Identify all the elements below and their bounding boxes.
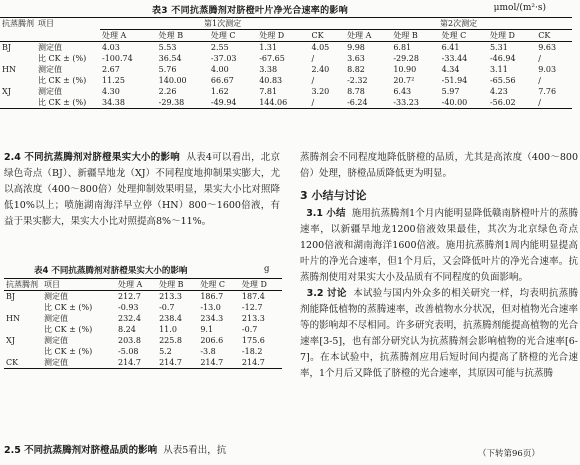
row-value: 10.90 <box>393 65 417 74</box>
section-2-4 <box>4 150 280 230</box>
row-value: 9.98 <box>347 43 365 52</box>
section-2-4-body: 从表4可以看出，北京绿色奇点（BJ）、新疆旱地龙（XJ）不同程度地抑制果实膨大，尤以高浓度（400～800倍）处理抑制效果明显，果实大小比对照降低10%以上；喷施湖南海洋早立停（HN）800～1600倍液，有益于果实膨大，果实大小比对照提高8%～11%。 <box>4 152 281 227</box>
section-2-5 <box>4 443 280 459</box>
row-value: -33.44 <box>441 54 468 63</box>
table-row <box>0 86 572 97</box>
row-agent: XJ <box>6 336 15 345</box>
table4-th: 处理 C <box>198 279 240 291</box>
row-value: -49.94 <box>209 97 257 109</box>
row-agent: HN <box>2 65 16 74</box>
table-row <box>4 302 282 313</box>
row-value: -29.28 <box>393 54 419 63</box>
table3-unit: μmol/(m²·s) <box>493 3 546 13</box>
row-value: 186.7 <box>200 292 224 301</box>
table3-group2: 第2次测定 <box>345 18 572 30</box>
row-agent <box>0 75 36 86</box>
row-value: -100.74 <box>102 54 133 63</box>
section-3-1-body: 施用抗蒸腾剂1个月内能明显降低赣南脐橙叶片的蒸腾速率，以新疆旱地龙1200倍液效果最佳，其次为北京绿色奇点1200倍液和湖南海洋1600倍液。施用抗蒸腾剂1周内能明显提高叶片的净光合速率，但1个月后，又会降低叶片的净光合速率。抗蒸腾剂使用对果实大小及品质有不同程度的负面影响。 <box>300 208 578 283</box>
row-value: 6.41 <box>441 43 460 52</box>
row-value: 6.43 <box>393 87 412 96</box>
row-value: / <box>311 54 315 63</box>
row-value: 5.97 <box>441 87 460 96</box>
table-row <box>4 335 282 346</box>
row-value: -29.38 <box>157 97 209 109</box>
row-value: 5.2 <box>159 347 172 356</box>
table-row <box>4 346 282 357</box>
row-value: 212.7 <box>118 292 141 301</box>
table3-th: CK <box>309 30 345 42</box>
row-value: -0.7 <box>241 325 258 334</box>
table3-th: 处理 B <box>157 30 209 42</box>
row-value: 7.81 <box>259 87 278 96</box>
table-row <box>0 97 572 109</box>
row-item: 比 CK ± (%) <box>38 76 87 85</box>
row-agent <box>0 53 36 64</box>
row-value: 238.4 <box>159 314 182 323</box>
row-agent <box>4 324 42 335</box>
row-value: 3.38 <box>259 65 278 74</box>
row-item: 比 CK ± (%) <box>38 54 87 63</box>
row-value: 11.25 <box>102 76 125 85</box>
row-value: 175.6 <box>241 336 265 345</box>
row-agent: CK <box>4 357 42 369</box>
row-value: 4.00 <box>210 65 229 74</box>
table3-th: 处理 B <box>391 30 439 42</box>
section-3-title: 3 小结与讨论 <box>300 189 367 202</box>
table-row <box>4 291 282 303</box>
row-value: -56.02 <box>488 97 536 109</box>
table3 <box>0 17 572 109</box>
right-column <box>300 150 578 382</box>
continued-note: （下转第96页） <box>478 449 540 459</box>
row-value: 20.7² <box>393 76 415 85</box>
row-agent: BJ <box>2 43 12 52</box>
row-value: 214.7 <box>198 357 240 369</box>
table3-th: 处理 D <box>257 30 309 42</box>
row-value: -13.0 <box>200 303 221 312</box>
row-value: 5.53 <box>158 43 177 52</box>
section-2-4-heading: 2.4 不同抗蒸腾剂对脐橙果实大小的影响 <box>4 152 180 163</box>
row-value: 6.81 <box>393 43 412 52</box>
row-item: 比 CK ± (%) <box>44 303 93 312</box>
row-value: 5.31 <box>489 43 508 52</box>
row-agent: HN <box>6 314 20 323</box>
row-value: 40.83 <box>259 76 283 85</box>
row-value: 2.26 <box>158 87 177 96</box>
row-value: / <box>311 76 315 85</box>
row-value: 206.6 <box>200 336 224 345</box>
row-value: 1.62 <box>210 87 229 96</box>
row-value: 3.11 <box>489 65 508 74</box>
row-value: 8.24 <box>118 325 136 334</box>
row-value: / <box>309 97 345 109</box>
row-item: 比 CK ± (%) <box>44 325 93 334</box>
row-value: 8.78 <box>347 87 365 96</box>
row-value: -33.23 <box>391 97 439 109</box>
table4-unit: g <box>264 264 270 274</box>
row-value: 232.4 <box>118 314 141 323</box>
table3-th: 处理 A <box>345 30 391 42</box>
row-value: / <box>536 97 572 109</box>
row-value: 187.4 <box>241 292 265 301</box>
row-value: 2.67 <box>102 65 120 74</box>
row-value: -67.65 <box>259 54 285 63</box>
row-value: 36.54 <box>158 54 182 63</box>
row-agent <box>0 97 36 109</box>
table3-group1: 第1次测定 <box>100 18 345 30</box>
row-value: -40.00 <box>440 97 488 109</box>
table4 <box>4 278 282 369</box>
table-row <box>4 357 282 369</box>
row-value: 214.7 <box>157 357 198 369</box>
row-value: 8.82 <box>347 65 365 74</box>
table4-caption: 表4 不同抗蒸腾剂对脐橙果实大小的影响 <box>34 266 188 276</box>
row-item: 比 CK ± (%) <box>36 97 100 109</box>
table3-header-item: 项目 <box>36 18 100 42</box>
table-row <box>0 64 572 75</box>
row-value: 34.38 <box>100 97 157 109</box>
table4-th: 项目 <box>42 279 116 291</box>
row-value: 214.7 <box>116 357 157 369</box>
row-value: 225.8 <box>159 336 182 345</box>
row-item: 测定值 <box>38 65 62 74</box>
row-value: 9.1 <box>200 325 214 334</box>
table4-th: 抗蒸腾剂 <box>4 279 42 291</box>
row-item: 测定值 <box>38 87 62 96</box>
row-value: -37.03 <box>210 54 237 63</box>
table3-th: 处理 D <box>488 30 536 42</box>
row-value: -5.08 <box>118 347 139 356</box>
row-value: 3.20 <box>311 87 330 96</box>
table3-caption: 表3 不同抗蒸腾剂对脐橙叶片净光合速率的影响 <box>152 6 348 16</box>
row-agent <box>4 346 42 357</box>
row-value: 3.63 <box>347 54 365 63</box>
row-value: -6.24 <box>345 97 391 109</box>
right-intro: 蒸腾剂会不同程度地降低脐橙的品质，尤其是高浓度（400～800倍）处理，脐橙品质降低更为明显。 <box>300 152 578 179</box>
row-item: 测定值 <box>44 314 68 323</box>
row-value: -46.94 <box>489 54 516 63</box>
table-row <box>4 313 282 324</box>
row-value: / <box>538 54 541 63</box>
row-value: 11.0 <box>159 325 177 334</box>
row-value: 66.67 <box>210 76 234 85</box>
row-value: 2.40 <box>311 65 330 74</box>
row-value: 144.06 <box>257 97 309 109</box>
row-agent: XJ <box>2 87 11 96</box>
row-item: 测定值 <box>44 336 68 345</box>
table4-th: 处理 B <box>157 279 198 291</box>
table3-th: CK <box>536 30 572 42</box>
row-item: 测定值 <box>38 43 62 52</box>
row-value: / <box>538 76 541 85</box>
row-value: 234.3 <box>200 314 224 323</box>
row-value: -18.2 <box>241 347 263 356</box>
row-value: -65.56 <box>489 76 516 85</box>
row-item: 比 CK ± (%) <box>44 347 93 356</box>
row-value: 7.76 <box>538 87 557 96</box>
row-value: 140.00 <box>158 76 187 85</box>
row-value: 9.03 <box>538 65 557 74</box>
table3-body <box>0 42 572 109</box>
row-item: 测定值 <box>42 357 116 369</box>
row-value: 5.76 <box>158 65 177 74</box>
section-3-2-body: 本试验与国内外众多的相关研究一样，均表明抗蒸腾剂能降低植物的蒸腾速率，改善植物水分状况，但对植物光合速率等的影响却不尽相同。许多研究表明，抗蒸腾剂能提高植物的光合速率[3-5]，也有部分研究认为抗蒸腾剂会影响植物的光合速率[6-7]。在本试验中，抗蒸腾剂应用后短时间内提高了脐橙的光合速率，1个月后又降低了脐橙的光合速率，其原因可能与抗蒸腾 <box>300 288 578 379</box>
section-2-5-heading: 2.5 不同抗蒸腾剂对脐橙品质的影响 <box>4 445 158 456</box>
table4-th: 处理 A <box>116 279 157 291</box>
table-row <box>0 42 572 54</box>
table3-th: 处理 C <box>440 30 488 42</box>
row-value: -0.7 <box>159 303 175 312</box>
table4-body <box>4 291 282 369</box>
section-2-5-body: 从表5看出，抗 <box>163 445 227 456</box>
table3-th: 处理 C <box>209 30 257 42</box>
table-row <box>0 53 572 64</box>
row-value: 4.05 <box>311 43 330 52</box>
row-value: 203.8 <box>118 336 141 345</box>
row-value: -51.94 <box>441 76 468 85</box>
table-row <box>4 324 282 335</box>
row-value: 4.23 <box>489 87 508 96</box>
table3-header-agent: 抗蒸腾剂 <box>0 18 36 42</box>
row-value: -2.32 <box>347 76 368 85</box>
table-row <box>0 75 572 86</box>
section-3-2-label: 3.2 讨论 <box>306 288 347 299</box>
row-agent <box>4 302 42 313</box>
row-value: 1.31 <box>259 43 278 52</box>
row-value: 2.55 <box>210 43 229 52</box>
row-value: 4.34 <box>441 65 460 74</box>
row-agent: BJ <box>6 292 16 301</box>
table3-caption-bar <box>0 3 580 17</box>
table4-th: 处理 D <box>240 279 282 291</box>
row-value: -12.7 <box>241 303 263 312</box>
row-value: 4.03 <box>102 43 120 52</box>
section-3-1-label: 3.1 小结 <box>306 208 346 219</box>
row-item: 测定值 <box>44 292 68 301</box>
row-value: 213.3 <box>159 292 182 301</box>
table3-th: 处理 A <box>100 30 157 42</box>
row-value: 9.63 <box>538 43 557 52</box>
row-value: -3.8 <box>200 347 216 356</box>
row-value: 4.30 <box>102 87 120 96</box>
row-value: -0.93 <box>118 303 139 312</box>
row-value: 213.3 <box>241 314 265 323</box>
row-value: 214.7 <box>240 357 282 369</box>
